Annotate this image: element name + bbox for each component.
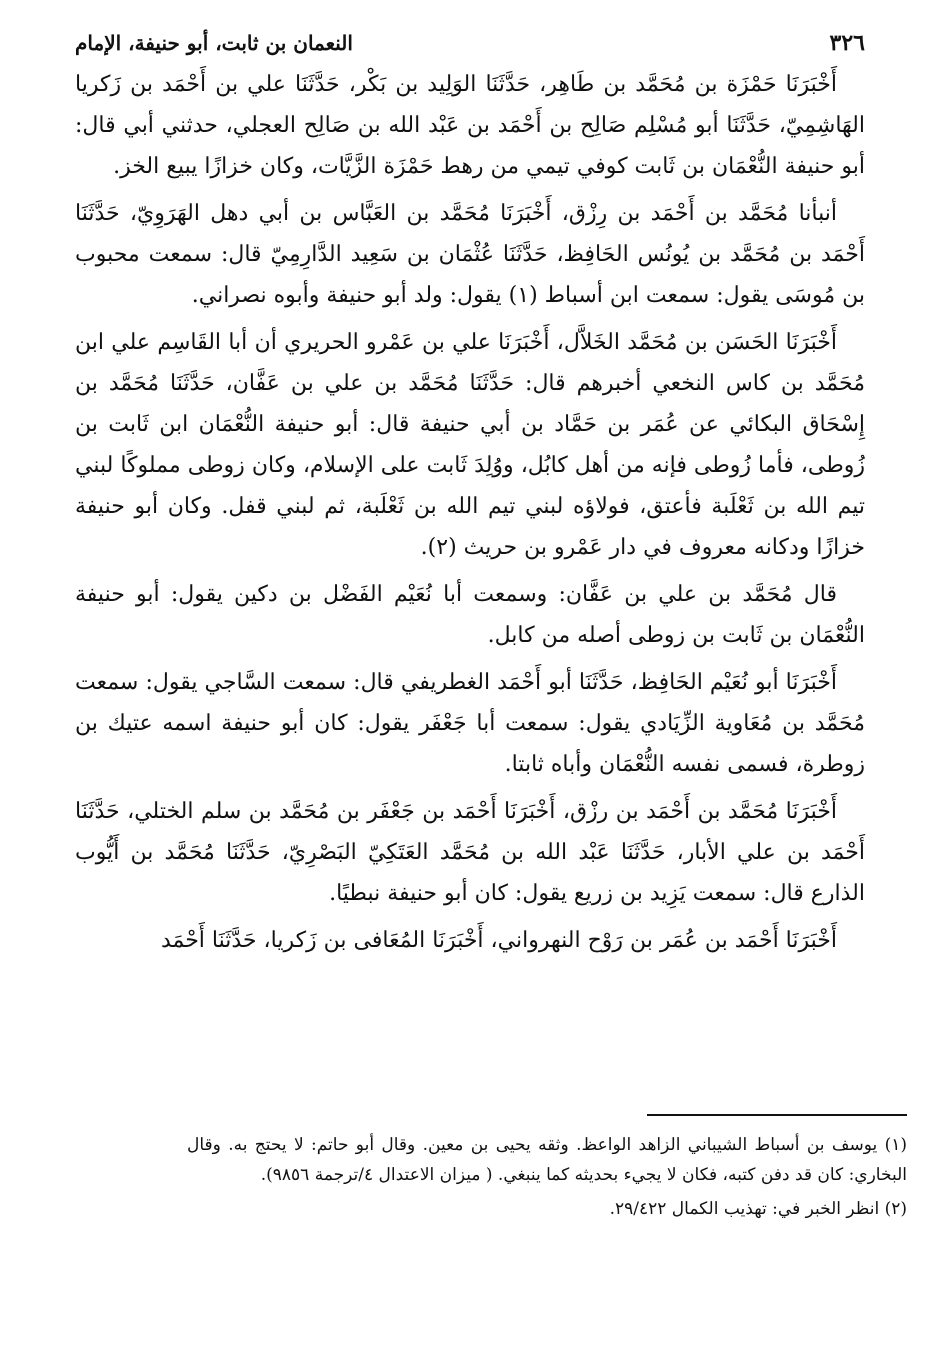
page-header — [75, 28, 865, 62]
footnote: (١) يوسف بن أسباط الشيباني الزاهد الواعظ. وثقه يحيى بن معين. وقال أبو حاتم: لا يحتج به. وقال البخاري: كان قد دفن كتبه، فكان لا يجيء بحديثه كما ينبغي. ( ميزان الاعتدال ٤/ترجمة ٩٨٥٦). — [187, 1135, 907, 1185]
paragraph: أنبأنا مُحَمَّد بن أَحْمَد بن رِزْق، أَخْبَرَنَا مُحَمَّد بن العَبَّاس بن أبي دهل الهَرَوِيّ، حَدَّثَنَا أَحْمَد بن مُحَمَّد بن يُونُس الحَافِظ، حَدَّثَنَا عُثْمَان بن سَعِيد الدَّارِمِيّ قال: سمعت محبوب بن مُوسَى يقول: سمعت ابن أسباط (١) يقول: ولد أبو حنيفة وأبوه نصراني. — [75, 201, 865, 308]
running-title: النعمان بن ثابت، أبو حنيفة، الإمام — [75, 31, 353, 55]
paragraph: أَخْبَرَنَا مُحَمَّد بن أَحْمَد بن رزْق، أَخْبَرَنَا أَحْمَد بن جَعْفَر بن مُحَمَّد بن سلم الختلي، حَدَّثَنَا أَحْمَد بن علي الأبار، حَدَّثَنَا عَبْد الله بن مُحَمَّد العَتَكِيّ البَصْرِيّ، حَدَّثَنَا مُحَمَّد بن أَيُّوب الذارع قال: سمعت يَزِيد بن زريع يقول: كان أبو حنيفة نبطيًا. — [75, 799, 865, 906]
main-text — [75, 64, 865, 961]
paragraph: أَخْبَرَنَا حَمْزَة بن مُحَمَّد بن طَاهِر، حَدَّثَنَا الوَلِيد بن بَكْر، حَدَّثَنَا علي بن أَحْمَد بن زَكريا الهَاشِمِيّ، حَدَّثَنَا أبو مُسْلِم صَالِح بن أَحْمَد بن عَبْد الله بن صَالِح العجلي، حدثني أبي قال: أبو حنيفة النُّعْمَان بن ثَابت كوفي تيمي من رهط حَمْزَة الزَّيَّات، وكان خزازًا يبيع الخز. — [75, 72, 865, 179]
paragraph: أَخْبَرَنَا أَحْمَد بن عُمَر بن رَوْح النهرواني، أَخْبَرَنَا المُعَافى بن زَكريا، حَدَّثَنَا أَحْمَد — [160, 928, 837, 953]
footnote-divider — [647, 1114, 907, 1116]
footnote: (٢) انظر الخبر في: تهذيب الكمال ٢٩/٤٢٢. — [609, 1199, 907, 1219]
footnotes — [187, 1130, 907, 1228]
page-number: ٣٢٦ — [829, 30, 865, 56]
paragraph: أَخْبَرَنَا الحَسَن بن مُحَمَّد الخَلاَّل، أَخْبَرَنَا علي بن عَمْرو الحريري أن أبا القَاسِم علي ابن مُحَمَّد بن كاس النخعي أخبرهم قال: حَدَّثَنَا مُحَمَّد بن علي بن عَفَّان، حَدَّثَنَا مُحَمَّد بن إِسْحَاق البكائي عن عُمَر بن حَمَّاد بن أبي حنيفة قال: أبو حنيفة النُّعْمَان ابن ثَابت بن زُوطى، فأما زُوطى فإنه من أهل كابُل، ووُلِدَ ثَابت على الإسلام، وكان زوطى مملوكًا لبني تيم الله بن ثَعْلَبة فأعتق، فولاؤه لبني تيم الله بن ثَعْلَبة، ثم لبني قفل. وكان أبو حنيفة خزازًا ودكانه معروف في دار عَمْرو بن حريث (٢). — [75, 330, 865, 560]
paragraph: أَخْبَرَنَا أبو نُعَيْم الحَافِظ، حَدَّثَنَا أبو أَحْمَد الغطريفي قال: سمعت السَّاجي يقول: سمعت مُحَمَّد بن مُعَاوية الزِّيَادي يقول: سمعت أبا جَعْفَر يقول: كان أبو حنيفة اسمه عتيك بن زوطرة، فسمى نفسه النُّعْمَان وأباه ثابتا. — [75, 670, 865, 777]
paragraph: قال مُحَمَّد بن علي بن عَفَّان: وسمعت أبا نُعَيْم الفَضْل بن دكين يقول: أبو حنيفة النُّعْمَان بن ثَابت بن زوطى أصله من كابل. — [75, 582, 865, 648]
